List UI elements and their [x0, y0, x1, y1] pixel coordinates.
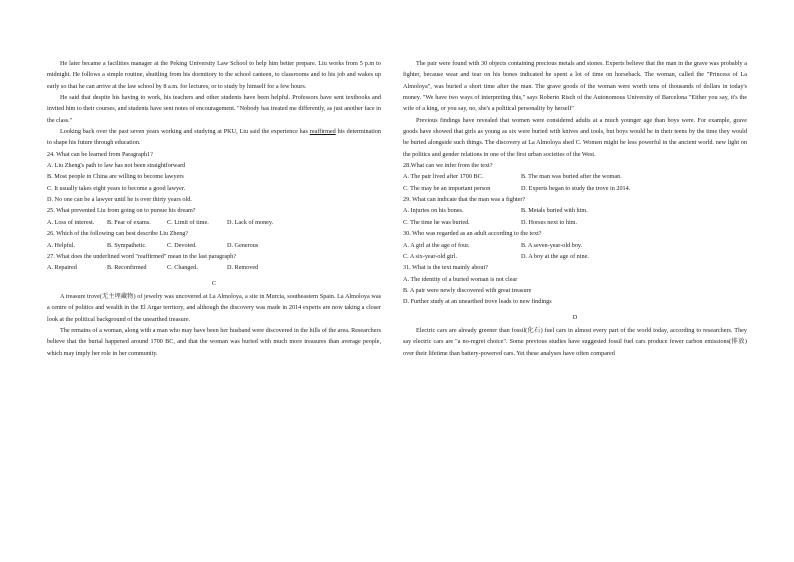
passage-b-paragraph-1: He later became a facilities manager at the Peking University Law School to help him better prepare. Liu works from 5 p.m to midnight. He follows a simple routine, shuttling from his dormitory to the school canteen, to classrooms and to his job and wakes up early so that he can arrive at the law school by 8 a.m. for lectures, or to study by himself for a few hours.	[47, 60, 381, 90]
question-25: 25. What prevented Liu from going on to pursue his dream?	[47, 207, 196, 215]
question-24-option-b: B. Most people in China are willing to become lawyers	[47, 173, 184, 181]
left-column	[47, 58, 381, 359]
question-25-option-c: C. Limit of time.	[167, 218, 209, 226]
question-26-options	[47, 240, 381, 251]
question-25-option-b: B. Fear of exams.	[107, 218, 151, 226]
question-27-option-b: B. Reconfirmed	[107, 264, 147, 272]
right-column	[403, 58, 747, 359]
question-26-option-b: B. Sympathetic.	[107, 241, 147, 249]
question-31-option-a: A. The identity of a buried woman is not clear	[403, 275, 518, 283]
question-31-option-d: D. Further study at an unearthed trove leads to new findings	[403, 298, 552, 306]
question-24: 24. What can be learned from Paragraph1?	[47, 150, 153, 158]
question-25-option-d: D. Lack of money.	[227, 218, 274, 226]
passage-b-paragraph-3	[47, 126, 381, 149]
question-27: 27. What does the underlined word "reaffirmed" mean in the last paragraph?	[47, 252, 237, 260]
passage-c-paragraph-1: A treasure trove(无主埋藏物) of jewelry was uncovered at La Almoloya, a site in Murcia, southeastern Spain. La Almoloya was a centre of politics and wealth in the El Argar territory, and although the discovery was made in 2014 experts are now taking a closer look at the political background of the unearthed treasure.	[47, 292, 381, 323]
passage-c-paragraph-3: The pair were found with 30 objects containing precious metals and stones. Experts believe that the man in the grave was probably a fighter, because wear and tear on his bones indicated he spent a lot of time on horseback. The woman, called the "Princess of La Almoloya", was buried a short time after the man. The grave goods of the woman were worth tens of thousands of dollars in today's money. "We have two ways of interpreting this," says Roberto Risch of the Autonomous University of Barcelona "Either you say, it's the wife of a king, or you say, no, she's a political personality by herself"	[403, 60, 747, 113]
question-26: 26. Which of the following can best describe Liu Zheng?	[47, 230, 189, 238]
question-30-options-cd	[403, 251, 747, 262]
question-27-option-a: A. Repaired	[47, 264, 77, 272]
paragraph-3-text-end: his determination to shape his future through education.	[47, 128, 381, 147]
question-29-option-a: A. Injuries on his bones.	[403, 207, 464, 215]
question-28-option-b: B. The man was buried after the woman.	[521, 173, 622, 181]
question-28: 28.What can we infer from the text?	[403, 162, 493, 170]
question-28-option-d: D. Experts began to study the trove in 2014.	[521, 184, 631, 192]
question-28-options-cd	[403, 183, 747, 194]
question-27-option-c: C. Changed.	[167, 264, 198, 272]
question-26-option-c: C. Devoted.	[167, 241, 197, 249]
question-24-option-c: C. It usually takes eight years to become a good lawyer.	[47, 184, 186, 192]
question-25-options	[47, 217, 381, 228]
passage-b-paragraph-2: He said that despite his having to work, his teachers and other students have been helpful. Professors have sent textbooks and invited him to their courses, and students have sent notes of encouragement. "Nobody has treated me differently, as just another face in the class."	[47, 94, 381, 124]
question-28-option-a: A. The pair lived after 1700 BC.	[403, 173, 484, 181]
question-27-option-d: D. Removed	[227, 264, 259, 272]
passage-d-paragraph-1: Electric cars are already greener than fossil(化石) fuel cars in almost every part of the world today, according to researchers. They say electric cars are "a no-regret choice". Some previous studies have suggested fossil fuel cars produce fewer carbon emissions(排放) over their lifetime than battery-powered cars. Yet these analyses have often compared	[403, 326, 747, 357]
question-26-option-d: D. Generous	[227, 241, 259, 249]
question-29-option-c: C. The time he was buried.	[403, 218, 470, 226]
question-28-options-ab	[403, 171, 747, 182]
question-24-option-a: A. Liu Zheng's path to law has not been straightforward	[47, 162, 186, 170]
question-30-option-d: D. A boy at the age of nine.	[521, 252, 589, 260]
question-31: 31. What is the text mainly about?	[403, 264, 488, 272]
passage-c-paragraph-2: The remains of a woman, along with a man who may have been her husband were discovered in the hills of the area. Researchers believe that the burial happened around 1700 BC, and that the woman was buried with much more treasures than average people, which may imply her role in her community.	[47, 326, 381, 357]
question-30-option-a: A. A girl at the age of four.	[403, 241, 470, 249]
question-30-option-b: B. A seven-year-old boy.	[521, 241, 583, 249]
underlined-word-reaffirmed: reaffirmed	[309, 128, 336, 136]
question-29-options-cd	[403, 217, 747, 228]
question-31-option-b: B. A pair were newly discovered with great treasure	[403, 286, 532, 294]
question-27-options	[47, 262, 381, 273]
question-26-option-a: A. Helpful.	[47, 241, 76, 249]
question-30: 30. Who was regarded as an adult according to the text?	[403, 230, 542, 238]
question-30-options-ab	[403, 240, 747, 251]
question-29: 29. What can indicate that the man was a fighter?	[403, 196, 526, 204]
question-29-option-d: D. Horses next to him.	[521, 218, 578, 226]
section-heading-d: D	[572, 313, 578, 321]
question-30-option-c: C. A six-year-old girl.	[403, 252, 458, 260]
passage-c-paragraph-4: Previous findings have revealed that women were considered adults at a much younger age than boys were. For example, grave goods have showed that girls as young as six were buried with knives and tools, but boys would be in their teens by the time they would be buried alongside such things. The discovery at La Almoloya shed C. Women might be less powerful in the ancient world. new light on the politics and gender relations in one of the first urban societies of the West.	[403, 116, 747, 158]
section-heading-c: C	[211, 279, 217, 287]
paragraph-3-text-start: Looking back over the past seven years working and studying at PKU, Liu said the experience has	[60, 128, 310, 136]
question-29-option-b: B. Metals buried with him.	[521, 207, 588, 215]
question-24-option-d: D. No one can be a lawyer until he is over thirty years old.	[47, 196, 192, 204]
question-25-option-a: A. Loss of interest.	[47, 218, 95, 226]
question-29-options-ab	[403, 205, 747, 216]
question-28-option-c: C. The may be an important person	[403, 184, 491, 192]
